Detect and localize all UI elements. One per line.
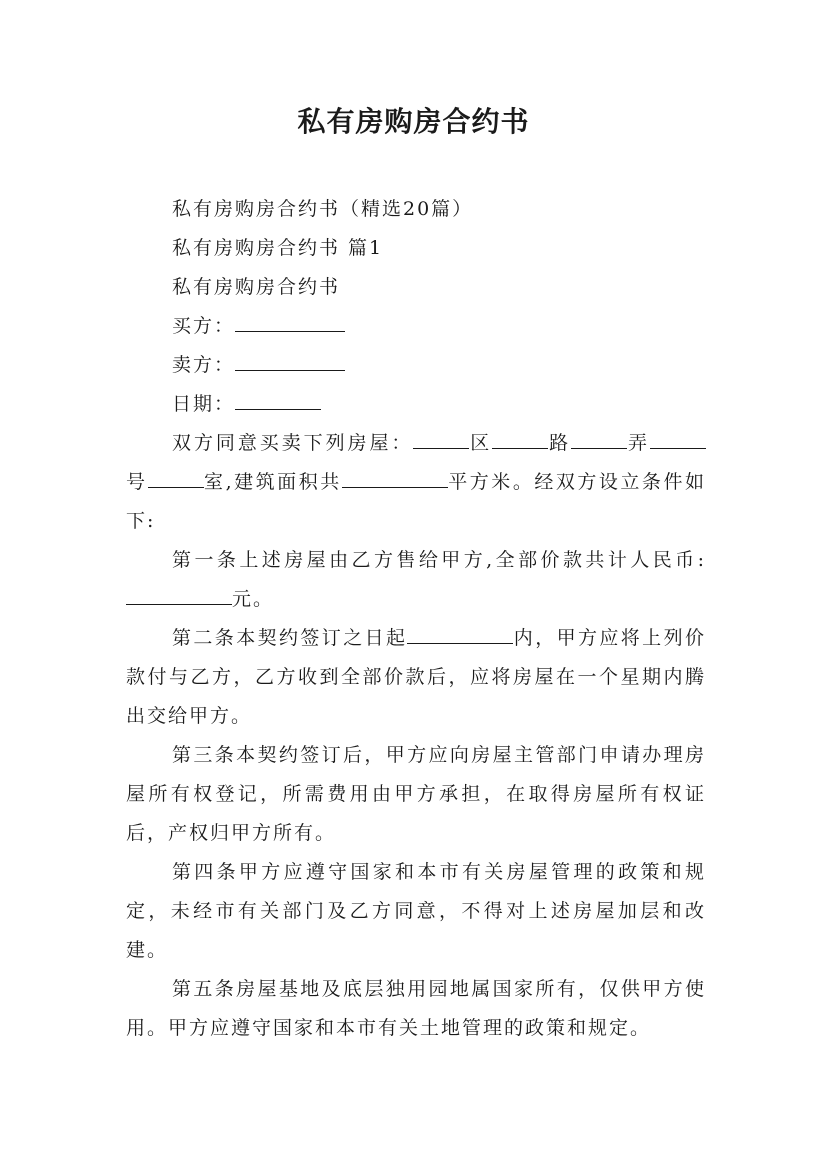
article-3: 第三条本契约签订后，甲方应向房屋主管部门申请办理房屋所有权登记，所需费用由甲方承担，在取得房屋所有权证后，产权归甲方所有。 (126, 744, 706, 844)
seller-label: 卖方： (172, 354, 236, 376)
buyer-line (126, 307, 706, 346)
district-label: 区 (469, 432, 493, 454)
seller-blank (235, 352, 345, 371)
date-blank (235, 391, 321, 410)
property-intro: 双方同意买卖下列房屋： (172, 432, 414, 454)
lane-blank (571, 430, 627, 449)
area-label: 平方米。经双方设立条件如下: (126, 471, 706, 532)
room-blank (148, 469, 204, 488)
area-blank (342, 469, 448, 488)
article-2 (126, 619, 706, 736)
road-blank (492, 430, 548, 449)
buyer-blank (235, 313, 345, 332)
article-2-text-a: 第二条本契约签订之日起 (172, 627, 408, 649)
intro-line-2: 私有房购房合约书 篇1 (172, 237, 384, 259)
seller-line (126, 346, 706, 385)
document-title: 私有房购房合约书 (297, 105, 530, 138)
number-blank (650, 430, 706, 449)
article-4: 第四条甲方应遵守国家和本市有关房屋管理的政策和规定，未经市有关部门及乙方同意，不得对上述房屋加层和改建。 (126, 861, 706, 961)
article-1-unit: 元。 (232, 588, 275, 610)
period-blank (407, 625, 513, 644)
lane-label: 弄 (627, 432, 650, 454)
date-label: 日期： (172, 393, 236, 415)
intro-line-1: 私有房购房合约书（精选20篇） (172, 198, 474, 220)
article-2-text-b: 内，甲方应将上列价款付与乙方，乙方收到全部价款后，应将房屋在一个星期内腾出交给甲方。 (126, 627, 706, 727)
article-1 (126, 541, 706, 619)
article-5: 第五条房屋基地及底层独用园地属国家所有，仅供甲方使用。甲方应遵守国家和本市有关土地管理的政策和规定。 (126, 978, 706, 1039)
price-blank (126, 586, 232, 605)
district-blank (413, 430, 469, 449)
document-body (126, 190, 706, 1048)
intro-line-3: 私有房购房合约书 (172, 276, 341, 298)
article-1-text: 第一条上述房屋由乙方售给甲方,全部价款共计人民币: (172, 549, 706, 571)
road-label: 路 (548, 432, 572, 454)
property-paragraph (126, 424, 706, 541)
room-label: 室,建筑面积共 (203, 471, 342, 493)
date-line (126, 385, 706, 424)
number-label: 号 (126, 471, 148, 493)
buyer-label: 买方： (172, 315, 236, 337)
